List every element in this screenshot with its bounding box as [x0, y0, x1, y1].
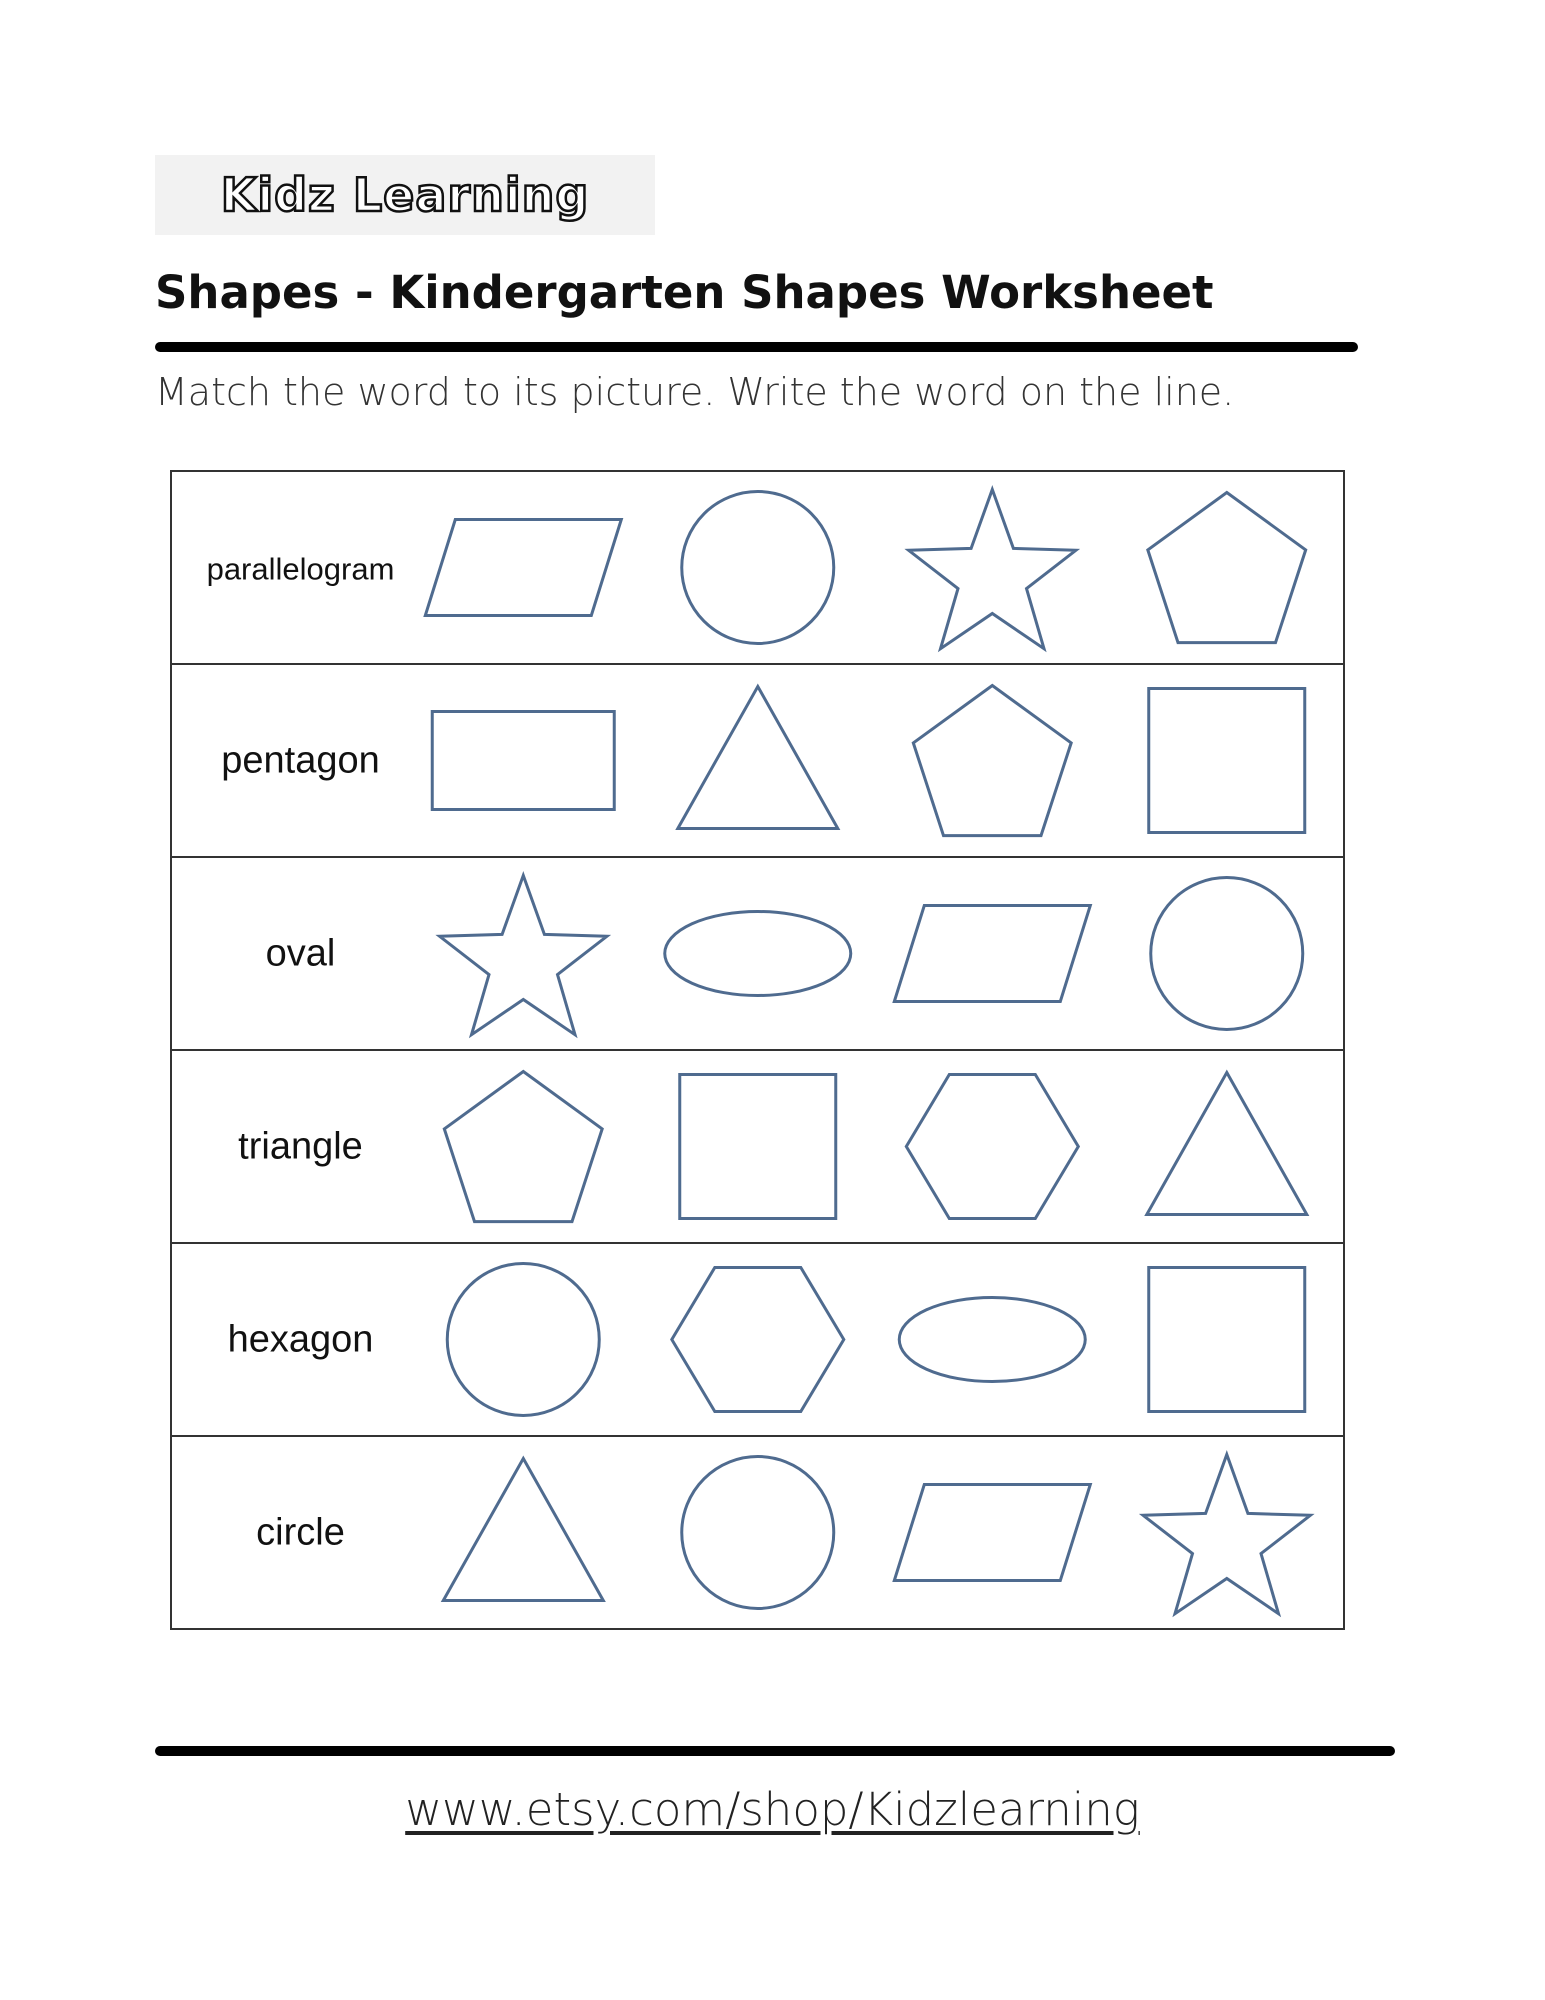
worksheet-row: [171, 1243, 1344, 1436]
worksheet-row: [171, 1050, 1344, 1243]
bottom-divider: [155, 1746, 1395, 1756]
parallelogram-icon: [894, 906, 1090, 1002]
brand-logo: [155, 155, 655, 235]
star-icon: [440, 876, 607, 1035]
triangle-icon: [678, 687, 838, 829]
shape-word-label: triangle: [238, 1125, 363, 1168]
worksheet-row: [171, 664, 1344, 857]
pentagon-icon: [1148, 493, 1306, 643]
square-icon: [1149, 689, 1305, 833]
brand-name: Kidz Learning: [220, 168, 590, 222]
worksheet-row: [171, 857, 1344, 1050]
worksheet-row: [171, 471, 1344, 664]
pentagon-icon: [913, 686, 1071, 836]
circle-icon: [682, 1457, 834, 1609]
worksheet-row: [171, 1436, 1344, 1629]
shape-word-label: parallelogram: [206, 551, 395, 587]
oval-icon: [665, 912, 851, 996]
shape-word-label: oval: [265, 932, 336, 975]
shape-word-label: pentagon: [221, 739, 380, 782]
instructions-text: Match the word to its picture. Write the word on the line.: [155, 370, 1235, 414]
circle-icon: [1151, 878, 1303, 1030]
rectangle-icon: [432, 712, 614, 810]
shapes-matching-grid: [171, 471, 1344, 1629]
pentagon-icon: [444, 1072, 602, 1222]
hexagon-icon: [906, 1075, 1078, 1219]
parallelogram-icon: [425, 520, 621, 616]
row-border: [171, 857, 1344, 1050]
circle-icon: [447, 1264, 599, 1416]
row-border: [171, 1436, 1344, 1629]
hexagon-icon: [672, 1268, 844, 1412]
shop-link[interactable]: www.etsy.com/shop/Kidzlearning: [405, 1783, 1140, 1836]
oval-icon: [899, 1298, 1085, 1382]
star-icon: [1143, 1455, 1310, 1614]
star-icon: [909, 490, 1076, 649]
shape-word-label: circle: [256, 1511, 345, 1554]
page-title: Shapes - Kindergarten Shapes Worksheet: [155, 266, 1214, 319]
square-icon: [680, 1075, 836, 1219]
top-divider: [155, 342, 1358, 352]
triangle-icon: [1147, 1073, 1307, 1215]
circle-icon: [682, 492, 834, 644]
shape-word-label: hexagon: [227, 1318, 374, 1361]
square-icon: [1149, 1268, 1305, 1412]
parallelogram-icon: [894, 1485, 1090, 1581]
triangle-icon: [443, 1459, 603, 1601]
